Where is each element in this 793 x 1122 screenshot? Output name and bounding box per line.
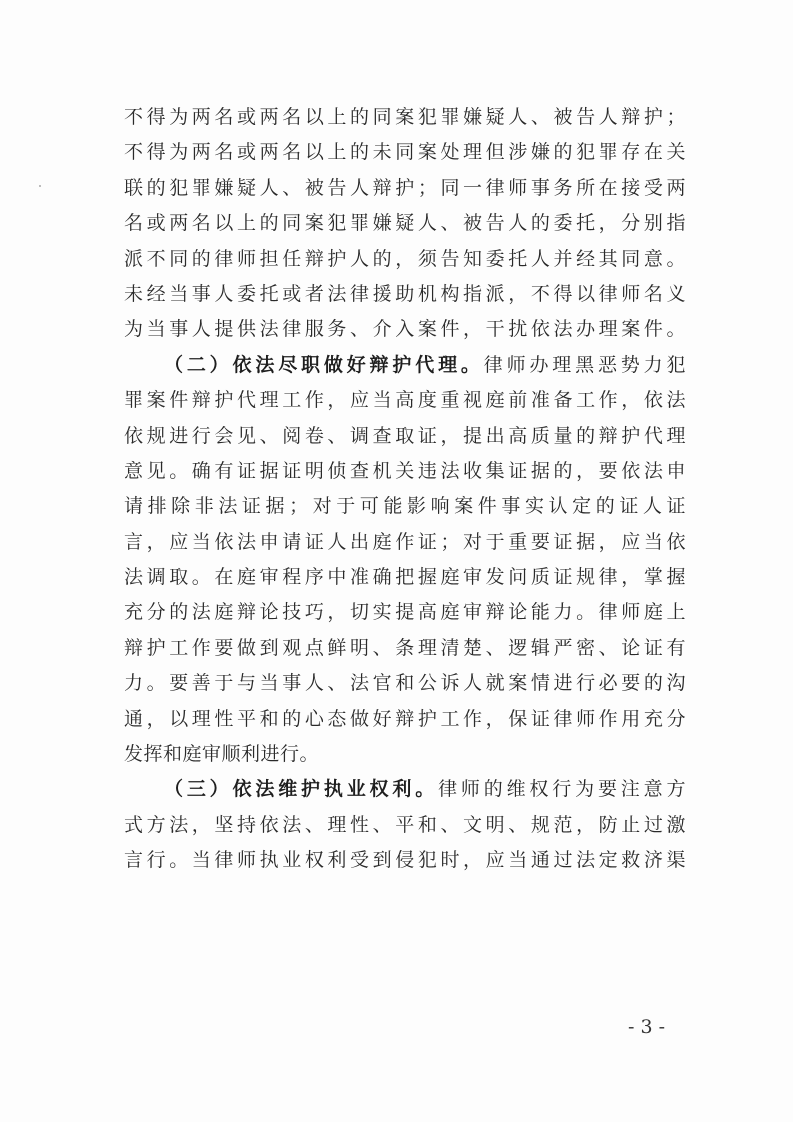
body-text: [124, 100, 686, 879]
paragraph-2-line-7: 法调取。在庭审程序中准确把握庭审发问质证规律，掌握: [124, 566, 686, 589]
paragraph-2-line-4: 意见。确有证据证明侦查机关违法收集证据的，要依法申: [124, 459, 686, 482]
paragraph-2-line-2: 罪案件辩护代理工作，应当高度重视庭前准备工作，依法: [124, 389, 686, 412]
paragraph-2-line-6: 言，应当依法申请证人出庭作证；对于重要证据，应当依: [124, 530, 686, 553]
paragraph-2-line-10: 力。要善于与当事人、法官和公诉人就案情进行必要的沟: [124, 672, 686, 695]
paragraph-2-line-3: 依规进行会见、阅卷、调查取证，提出高质量的辩护代理: [124, 424, 686, 447]
paragraph-2-line-9: 辩护工作要做到观点鲜明、条理清楚、逻辑严密、论证有: [124, 636, 686, 659]
paragraph-3-line-2: 式方法，坚持依法、理性、平和、文明、规范，防止过激: [124, 813, 686, 836]
section-heading-2: （二）依法尽职做好辩护代理。: [164, 353, 484, 376]
paragraph-1-line-4: 名或两名以上的同案犯罪嫌疑人、被告人的委托，分别指: [124, 212, 686, 235]
paragraph-1-line-7: 为当事人提供法律服务、介入案件，干扰依法办理案件。: [124, 318, 686, 341]
paragraph-2-line-11: 通，以理性平和的心态做好辩护工作，保证律师作用充分: [124, 707, 686, 730]
page-number: - 3 -: [628, 1016, 666, 1038]
paragraph-2-first-line-text: 律师办理黑恶势力犯: [483, 353, 686, 376]
paragraph-1-line-6: 未经当事人委托或者法律援助机构指派，不得以律师名义: [124, 282, 686, 305]
paragraph-2-line-8: 充分的法庭辩论技巧，切实提高庭审辩论能力。律师庭上: [124, 601, 686, 624]
paragraph-2-line-12: 发挥和庭审顺利进行。: [124, 743, 320, 766]
scan-speck: [39, 185, 41, 187]
paragraph-3-first-line: [124, 772, 686, 807]
section-heading-3: （三）依法维护执业权利。: [164, 778, 439, 801]
paragraph-2-line-5: 请排除非法证据；对于可能影响案件事实认定的证人证: [124, 495, 686, 518]
paragraph-3-line-3: 言行。当律师执业权利受到侵犯时，应当通过法定救济渠: [124, 849, 686, 872]
paragraph-2-first-line: [124, 348, 686, 383]
paragraph-1-line-1: 不得为两名或两名以上的同案犯罪嫌疑人、被告人辩护；: [124, 106, 686, 128]
paragraph-1-line-3: 联的犯罪嫌疑人、被告人辩护；同一律师事务所在接受两: [124, 176, 686, 199]
paragraph-3-first-line-text: 律师的维权行为要注意方: [438, 778, 686, 801]
paragraph-1-line-5: 派不同的律师担任辩护人的，须告知委托人并经其同意。: [124, 247, 686, 270]
paragraph-1-line-2: 不得为两名或两名以上的未同案处理但涉嫌的犯罪存在关: [124, 141, 686, 164]
